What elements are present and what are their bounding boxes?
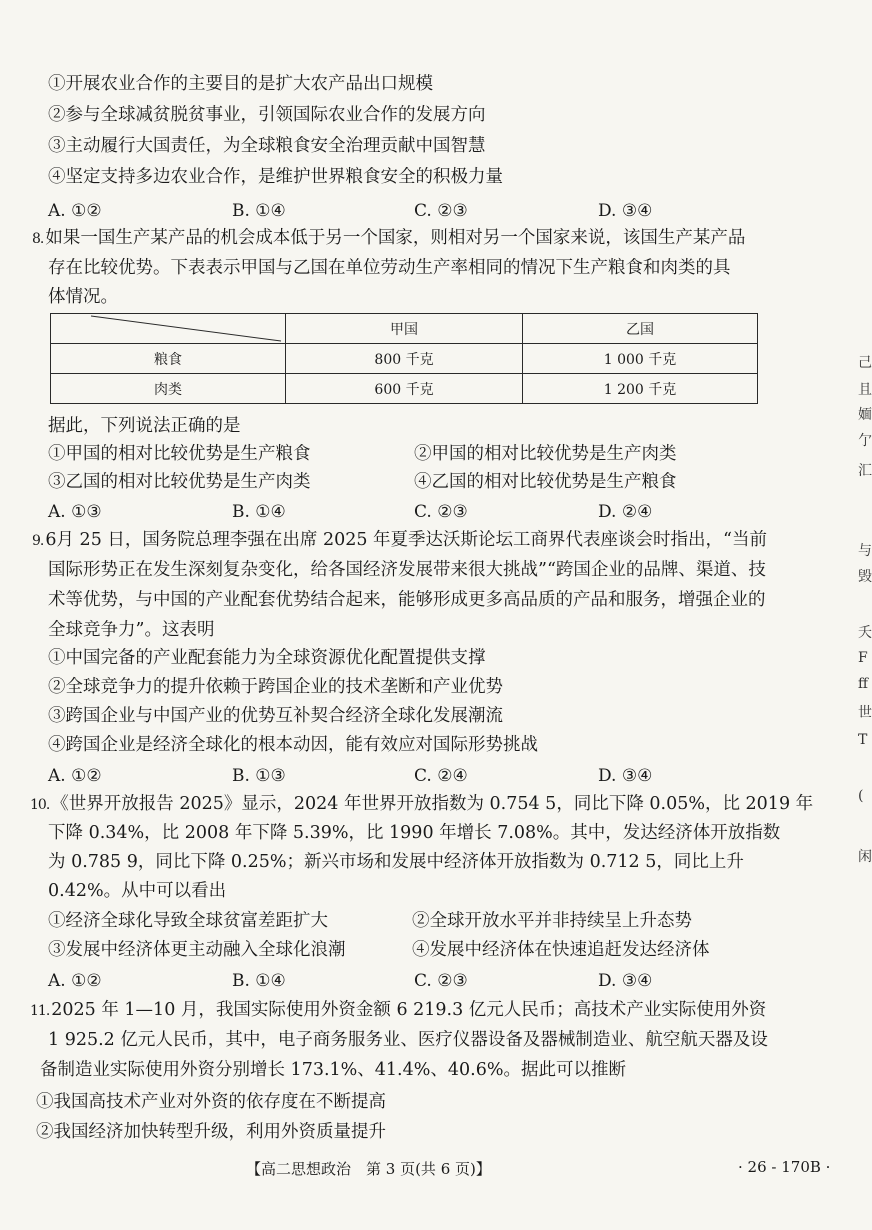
- edge-glyph: 世: [858, 705, 872, 721]
- q9-stem-line-2: 国际形势正在发生深刻复杂变化，给各国经济发展带来很大挑战”“跨国企业的品牌、渠道、技: [48, 560, 766, 580]
- edge-glyph: 毁: [858, 569, 872, 585]
- option-c: C. ②③: [414, 502, 468, 522]
- diagonal-divider: [51, 314, 285, 343]
- question-number: 10.: [30, 797, 50, 813]
- option-c: C. ②③: [414, 201, 468, 221]
- option-c: C. ②③: [414, 971, 468, 991]
- table-cell: 600 千克: [286, 374, 523, 404]
- question-number: 8.: [32, 231, 44, 247]
- table-cell: 粮食: [51, 344, 286, 374]
- edge-glyph: 亇: [858, 433, 872, 449]
- option-d: D. ③④: [598, 766, 653, 786]
- q8-item-3: ③乙国的相对比较优势是生产肉类: [48, 472, 311, 492]
- page-code: · 26 - 170B ·: [738, 1158, 831, 1176]
- edge-glyph: 夭: [858, 625, 872, 641]
- q10-stem-line-3: 为 0.785 9，同比下降 0.25%；新兴市场和发展中经济体开放指数为 0.712 5，同比上升: [48, 852, 744, 872]
- q10-item-2: ②全球开放水平并非持续呈上升态势: [412, 911, 692, 931]
- q10-item-3: ③发展中经济体更主动融入全球化浪潮: [48, 940, 346, 960]
- page-footer: 【高二思想政治 第 3 页(共 6 页)】: [246, 1160, 491, 1178]
- option-b: B. ①④: [232, 502, 286, 522]
- edge-glyph: 且: [858, 382, 872, 398]
- q7-item-4: ④坚定支持多边农业合作，是维护世界粮食安全的积极力量: [48, 167, 503, 187]
- table-header-row: [51, 314, 758, 344]
- q8-item-2: ②甲国的相对比较优势是生产肉类: [414, 444, 677, 464]
- edge-glyph: 媔: [858, 407, 872, 423]
- q11-stem-line-1: 11. 2025 年 1—10 月，我国实际使用外资金额 6 219.3 亿元人民币；高技术产业实际使用外资: [30, 1000, 767, 1020]
- table-row: [51, 344, 758, 374]
- edge-glyph: 闲: [858, 849, 872, 865]
- q9-options: [48, 766, 808, 786]
- option-b: B. ①④: [232, 971, 286, 991]
- q7-options: [48, 201, 808, 221]
- option-c: C. ②④: [414, 766, 468, 786]
- q8-stem-line-1: 8. 如果一国生产某产品的机会成本低于另一个国家，则相对另一个国家来说，该国生产某产品: [32, 228, 746, 248]
- production-table: [50, 313, 758, 404]
- q9-item-4: ④跨国企业是经济全球化的根本动因，能有效应对国际形势挑战: [48, 735, 538, 755]
- table-cell: 800 千克: [286, 344, 523, 374]
- q8-stem-line-2: 存在比较优势。下表表示甲国与乙国在单位劳动生产率相同的情况下生产粮食和肉类的具: [48, 258, 731, 278]
- question-number: 9.: [32, 533, 44, 549]
- option-d: D. ③④: [598, 971, 653, 991]
- q8-item-4: ④乙国的相对比较优势是生产粮食: [414, 472, 677, 492]
- table-row: [51, 374, 758, 404]
- option-a: A. ①②: [48, 766, 102, 786]
- question-number: 11.: [30, 1003, 50, 1019]
- q7-item-2: ②参与全球减贫脱贫事业，引领国际农业合作的发展方向: [48, 105, 486, 125]
- q7-item-1: ①开展农业合作的主要目的是扩大农产品出口规模: [48, 74, 433, 94]
- option-b: B. ①④: [232, 201, 286, 221]
- q9-stem-line-1: 9. 6月 25 日，国务院总理李强在出席 2025 年夏季达沃斯论坛工商界代表座谈会时指出，“当前: [32, 530, 767, 550]
- table-cell: 肉类: [51, 374, 286, 404]
- option-a: A. ①②: [48, 201, 102, 221]
- q7-item-3: ③主动履行大国责任，为全球粮食安全治理贡献中国智慧: [48, 136, 486, 156]
- table-header: 甲国: [286, 314, 523, 344]
- edge-glyph: 己: [858, 355, 872, 371]
- q8-item-1: ①甲国的相对比较优势是生产粮食: [48, 444, 311, 464]
- table-header: 乙国: [523, 314, 758, 344]
- q10-stem-line-4: 0.42%。从中可以看出: [48, 881, 227, 901]
- q8-options: [48, 502, 808, 522]
- edge-glyph: F: [858, 650, 868, 666]
- q11-stem-line-3: 备制造业实际使用外资分别增长 173.1%、41.4%、40.6%。据此可以推断: [40, 1060, 626, 1080]
- option-a: A. ①②: [48, 971, 102, 991]
- q10-item-4: ④发展中经济体在快速追赶发达经济体: [412, 940, 710, 960]
- q9-stem-line-4: 全球竞争力”。这表明: [48, 620, 215, 640]
- edge-glyph: 汇: [858, 463, 872, 479]
- q10-options: [48, 971, 808, 991]
- option-d: D. ③④: [598, 201, 653, 221]
- q9-item-2: ②全球竞争力的提升依赖于跨国企业的技术垄断和产业优势: [48, 677, 503, 697]
- q11-item-1: ①我国高技术产业对外资的依存度在不断提高: [36, 1092, 386, 1112]
- edge-glyph: 与: [858, 543, 872, 559]
- q9-item-1: ①中国完备的产业配套能力为全球资源优化配置提供支撑: [48, 648, 486, 668]
- edge-glyph: (: [858, 788, 864, 804]
- edge-glyph: T: [858, 732, 868, 748]
- q11-item-2: ②我国经济加快转型升级，利用外资质量提升: [36, 1122, 386, 1142]
- table-cell: 1 000 千克: [523, 344, 758, 374]
- q9-item-3: ③跨国企业与中国产业的优势互补契合经济全球化发展潮流: [48, 706, 503, 726]
- q9-stem-line-3: 术等优势，与中国的产业配套优势结合起来，能够形成更多高品质的产品和服务，增强企业的: [48, 590, 766, 610]
- table-cell: 1 200 千克: [523, 374, 758, 404]
- option-b: B. ①③: [232, 766, 286, 786]
- q10-stem-line-2: 下降 0.34%，比 2008 年下降 5.39%，比 1990 年增长 7.08%。其中，发达经济体开放指数: [48, 823, 781, 843]
- q10-item-1: ①经济全球化导致全球贫富差距扩大: [48, 911, 328, 931]
- option-d: D. ②④: [598, 502, 653, 522]
- table-corner-cell: [51, 314, 286, 344]
- q8-stem-line-3: 体情况。: [48, 287, 118, 307]
- edge-glyph: ff: [858, 676, 868, 692]
- q10-stem-line-1: 10. 《世界开放报告 2025》显示，2024 年世界开放指数为 0.754 5，同比下降 0.05%，比 2019 年: [30, 794, 814, 814]
- q8-question: 据此，下列说法正确的是: [48, 416, 241, 436]
- q11-stem-line-2: 1 925.2 亿元人民币，其中，电子商务服务业、医疗仪器设备及器械制造业、航空航天器及设: [48, 1030, 768, 1050]
- option-a: A. ①③: [48, 502, 102, 522]
